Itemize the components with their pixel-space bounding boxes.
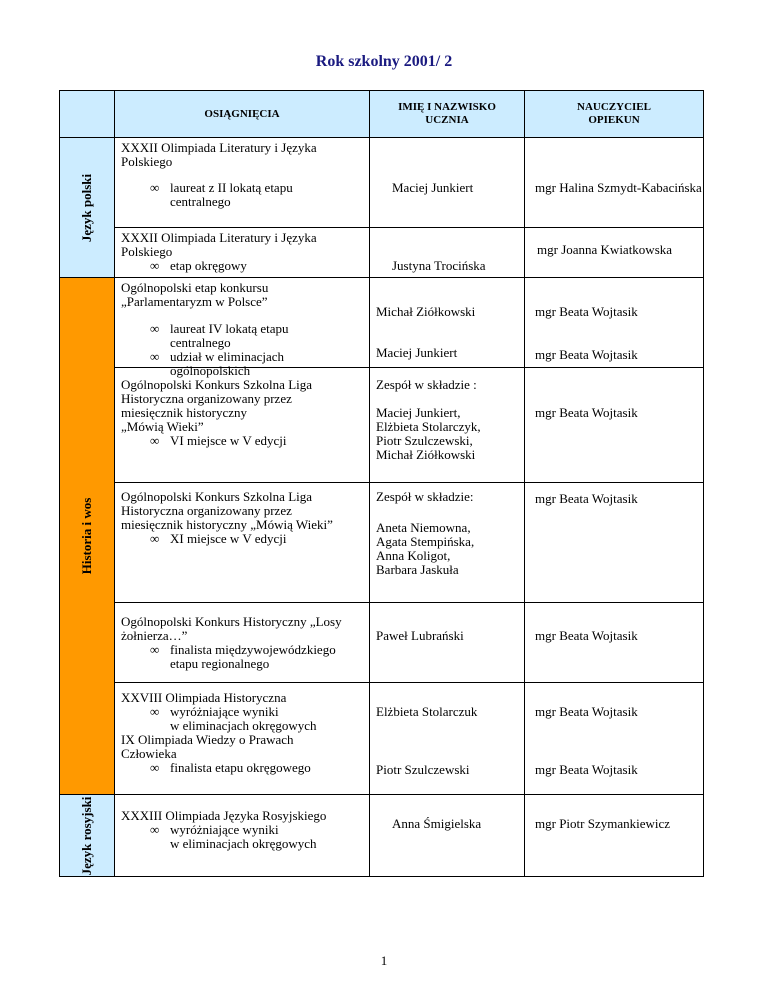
teacher-cell: mgr Beata Wojtasik mgr Beata Wojtasik (525, 278, 704, 368)
student-cell: Maciej Junkiert (370, 138, 525, 228)
achievements-table (59, 90, 704, 877)
header-teacher: NAUCZYCIEL OPIEKUN (525, 91, 704, 138)
teacher-cell: mgr Beata Wojtasik (525, 603, 704, 683)
achievement-cell: XXXIII Olimpiada Języka Rosyjskiego ∞ wyróżniające wyniki w eliminacjach okręgowych (115, 795, 370, 877)
teacher-cell: mgr Joanna Kwiatkowska (525, 228, 704, 278)
student-cell: Zespół w składzie : Maciej Junkiert, Elżbieta Stolarczyk, Piotr Szulczewski, Michał Ziółkowski (370, 368, 525, 483)
page-title: Rok szkolny 2001/ 2 (315, 53, 453, 70)
bullet-icon: ∞ (150, 531, 160, 546)
page-number: 1 (380, 953, 388, 968)
bullet-icon: ∞ (150, 642, 160, 657)
section-russian-label: Język rosyjski (79, 796, 94, 875)
achievement-cell: XXVIII Olimpiada Historyczna ∞ wyróżniające wyniki w eliminacjach okręgowych IX Olimpiada Wiedzy o Prawach Człowieka ∞ finalista etapu okręgowego (115, 683, 370, 795)
bullet-icon: ∞ (150, 704, 160, 719)
student-cell: Zespół w składzie: Aneta Niemowna, Agata Stempińska, Anna Koligot, Barbara Jaskuła (370, 483, 525, 603)
bullet-icon: ∞ (150, 321, 160, 336)
bullet-icon: ∞ (150, 258, 160, 273)
section-polish-label: Język polski (79, 173, 94, 242)
header-corner (60, 91, 115, 138)
achievement-cell: Ogólnopolski etap konkursu „Parlamentaryzm w Polsce” ∞ laureat IV lokatą etapu centralnego ∞ udział w eliminacjach ogólnopolskich (115, 278, 370, 368)
teacher-cell: mgr Beata Wojtasik (525, 368, 704, 483)
achievement-cell: XXXII Olimpiada Literatury i Języka Polskiego ∞ laureat z II lokatą etapu centralnego (115, 138, 370, 228)
bullet-icon: ∞ (150, 760, 160, 775)
bullet-icon: ∞ (150, 433, 160, 448)
teacher-cell: mgr Beata Wojtasik (525, 483, 704, 603)
section-polish (60, 138, 115, 278)
header-student: IMIĘ I NAZWISKO UCZNIA (370, 91, 525, 138)
section-history (60, 278, 115, 795)
section-russian (60, 795, 115, 877)
section-history-label: Historia i wos (79, 497, 94, 575)
achievement-cell: Ogólnopolski Konkurs Szkolna Liga Historyczna organizowany przez miesięcznik historyczny „Mówią Wieki” ∞ VI miejsce w V edycji (115, 368, 370, 483)
student-cell: Paweł Lubrański (370, 603, 525, 683)
student-cell: Anna Śmigielska (370, 795, 525, 877)
teacher-cell: mgr Beata Wojtasik mgr Beata Wojtasik (525, 683, 704, 795)
header-achievements: OSIĄGNIĘCIA (115, 91, 370, 138)
achievement-cell: XXXII Olimpiada Literatury i Języka Polskiego ∞ etap okręgowy (115, 228, 370, 278)
student-cell: Justyna Trocińska (370, 228, 525, 278)
bullet-icon: ∞ (150, 349, 160, 364)
bullet-icon: ∞ (150, 822, 160, 837)
student-cell: Michał Ziółkowski Maciej Junkiert (370, 278, 525, 368)
student-cell: Elżbieta Stolarczuk Piotr Szulczewski (370, 683, 525, 795)
achievement-cell: Ogólnopolski Konkurs Historyczny „Losy żołnierza…” ∞ finalista międzywojewódzkiego etapu regionalnego (115, 603, 370, 683)
achievement-cell: Ogólnopolski Konkurs Szkolna Liga Historyczna organizowany przez miesięcznik historyczny „Mówią Wieki” ∞ XI miejsce w V edycji (115, 483, 370, 603)
teacher-cell: mgr Halina Szmydt-Kabacińska (525, 138, 704, 228)
bullet-icon: ∞ (150, 180, 160, 195)
teacher-cell: mgr Piotr Szymankiewicz (525, 795, 704, 877)
